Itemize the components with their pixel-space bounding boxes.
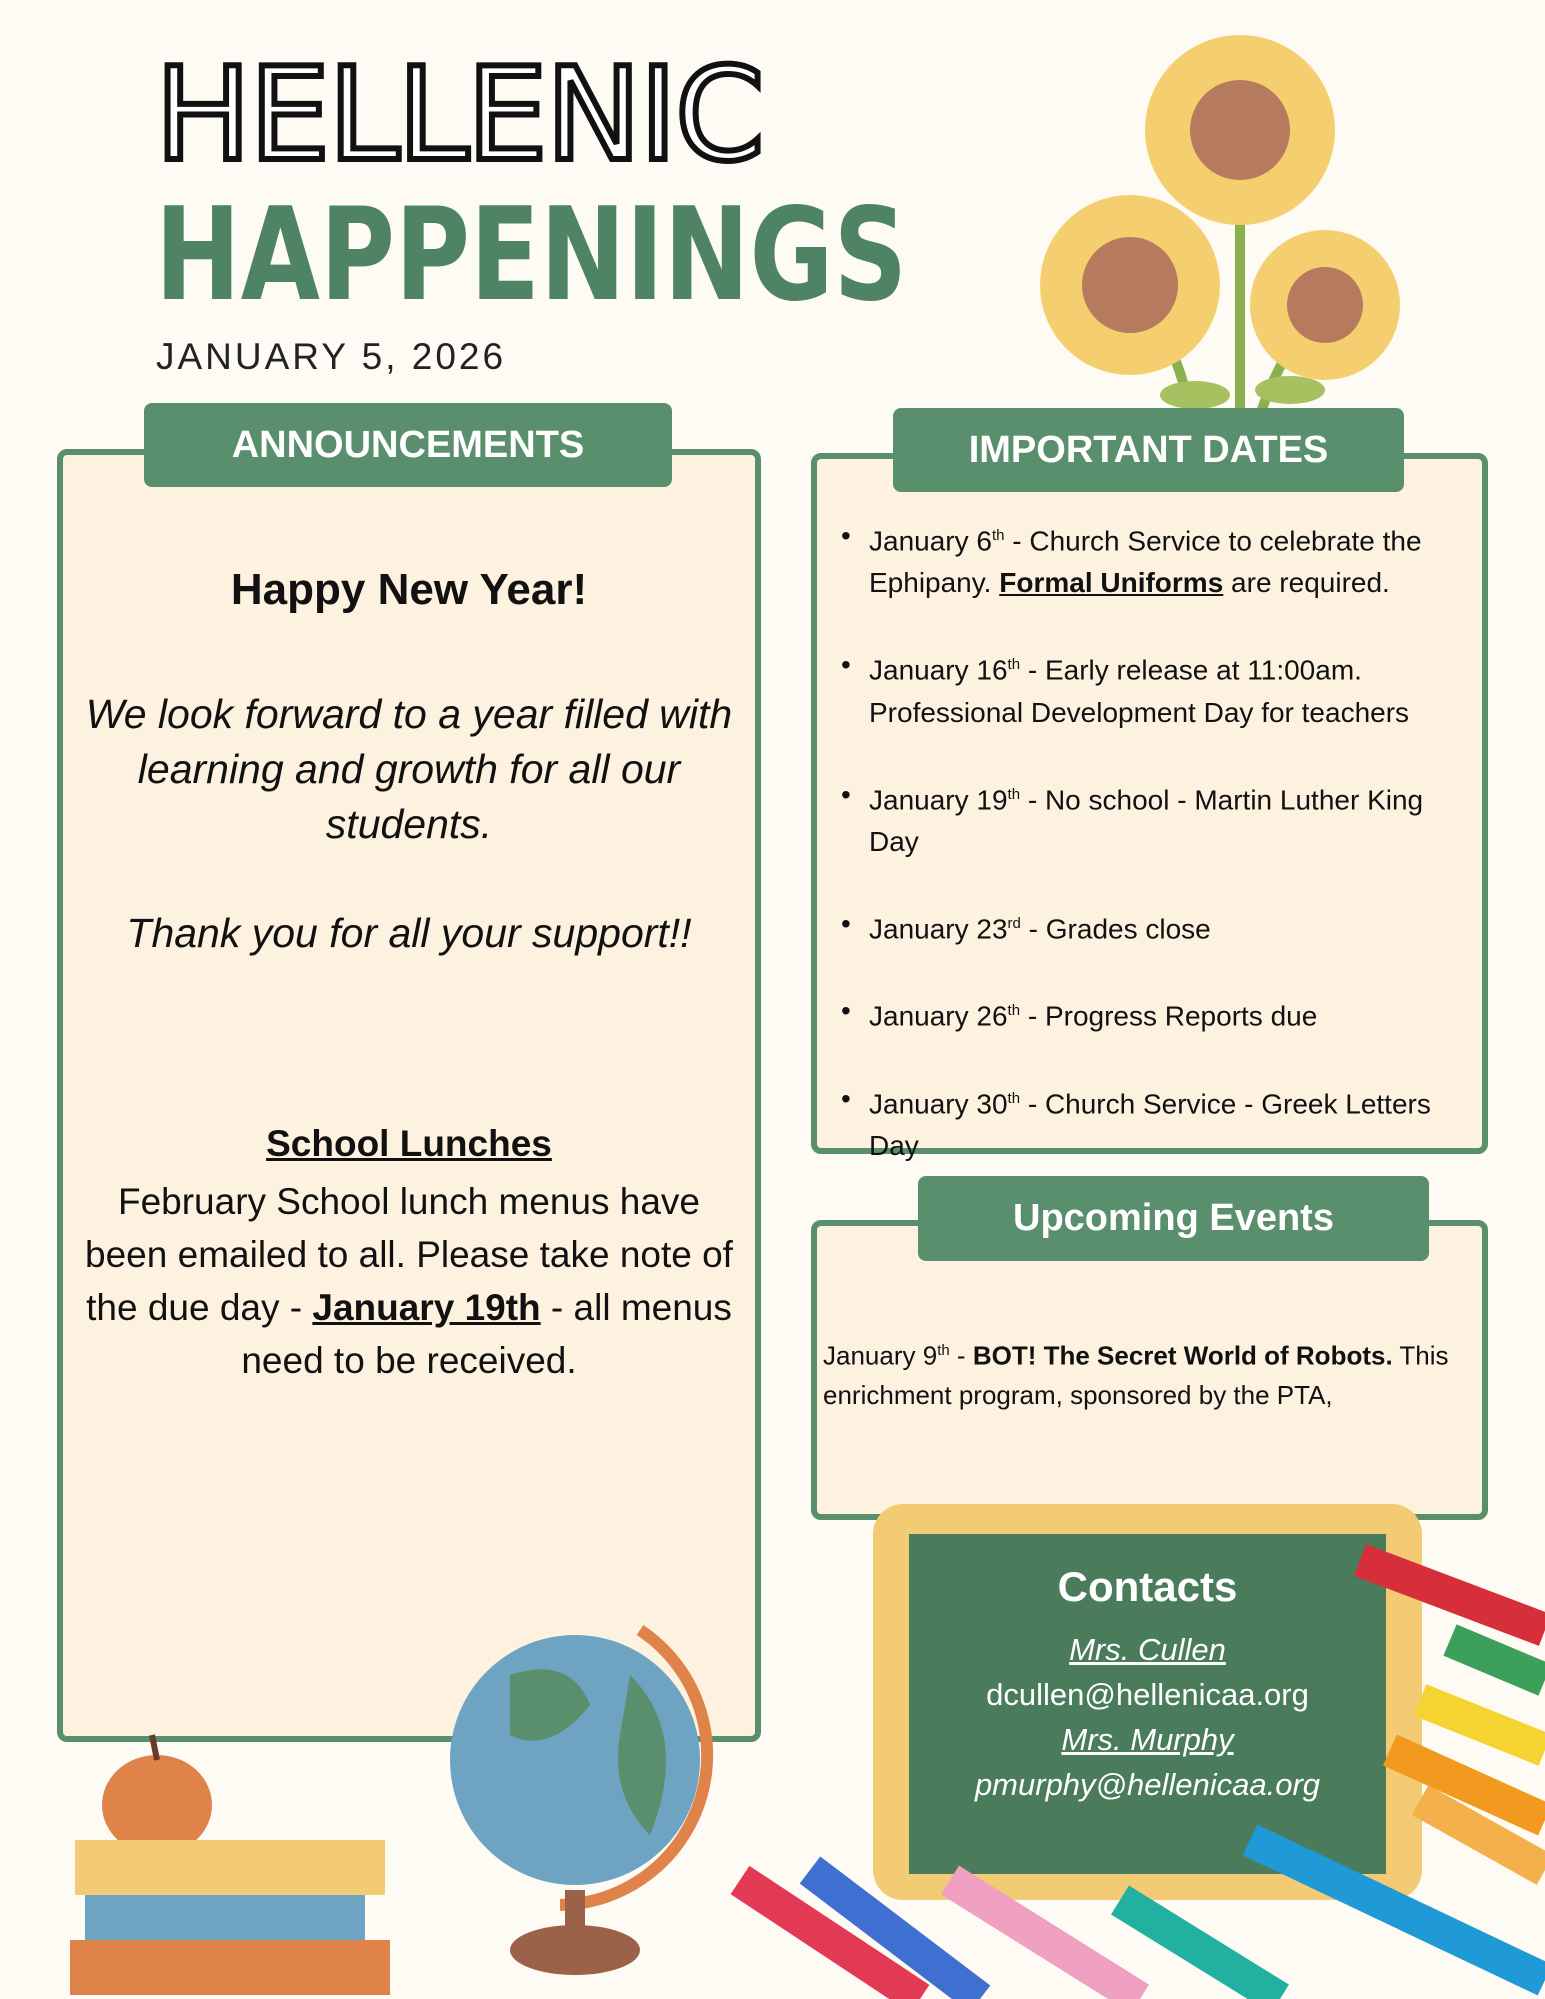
dates-list [817,515,1474,1167]
title-hellenic: HELLENIC [155,41,763,190]
sunflowers-illustration [1030,15,1410,415]
contact-name: Mrs. Murphy [1061,1722,1234,1757]
upcoming-events-panel [811,1220,1488,1520]
contact-name: Mrs. Cullen [1069,1632,1226,1667]
colored-pencils-illustration [720,1540,1545,1999]
sunflower-icon [1040,195,1220,375]
announcements-heading: ANNOUNCEMENTS [144,403,672,487]
contact-email[interactable]: pmurphy@hellenicaa.org [974,1767,1321,1802]
list-item: • January 30th - Church Service - Greek Letters Day [817,1078,1474,1167]
greeting: Happy New Year! [230,565,588,614]
list-item: • January 26th - Progress Reports due [817,990,1474,1037]
list-item: • January 23rd - Grades close [817,903,1474,950]
lunch-due-date: January 19th [312,1287,541,1328]
sunflower-icon [1250,230,1400,380]
issue-date: JANUARY 5, 2026 [156,336,507,377]
list-item: • January 6th - Church Service to celebrate the Ephipany. Formal Uniforms are required. [817,515,1474,604]
lunch-line: - all menus [540,1287,732,1328]
sunflower-icon [1145,35,1335,225]
list-item: • January 16th - Early release at 11:00am. Professional Development Day for teachers [817,644,1474,733]
lunch-text [63,1175,755,1387]
event-item: January 9th - BOT! The Secret World of Robots. This enrichment program, sponsored by the PTA, [823,1340,1449,1410]
apple-books-illustration [60,1720,410,1999]
message-line: We look forward to a year filled with [85,691,733,737]
important-dates-heading: IMPORTANT DATES [893,408,1404,492]
lunch-heading: School Lunches [266,1123,552,1164]
lunch-line: February School lunch menus have [117,1181,701,1222]
contacts-heading: Contacts [1057,1563,1238,1610]
thanks-message: Thank you for all your support!! [126,910,692,956]
list-item: • January 19th - No school - Martin Luther King Day [817,774,1474,863]
globe-illustration [450,1615,750,1975]
important-dates-panel [811,453,1488,1161]
title-happenings: HAPPENINGS [155,181,908,330]
lunch-line: the due day - [86,1287,313,1328]
lunch-line: need to be received. [241,1340,577,1381]
announcements-panel [57,449,761,1742]
upcoming-events-heading: Upcoming Events [918,1176,1429,1261]
message-line: students. [325,801,493,847]
message-line: learning and growth for all our [137,746,681,792]
contact-email[interactable]: dcullen@hellenicaa.org [986,1677,1309,1712]
new-year-message [63,687,755,852]
formal-uniforms-link: Formal Uniforms [999,567,1224,599]
lunch-line: been emailed to all. Please take note of [85,1234,733,1275]
